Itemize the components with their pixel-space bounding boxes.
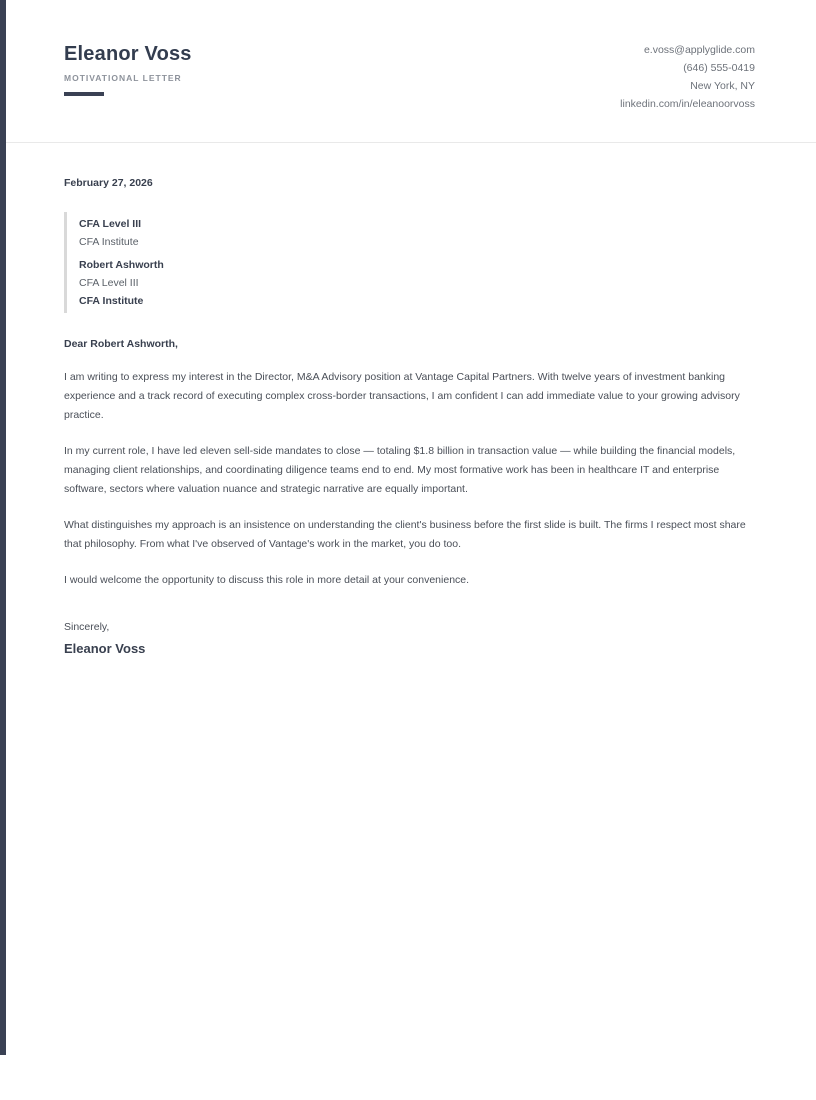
recipient-group-addressee [79, 256, 754, 310]
letter-date: February 27, 2026 [64, 177, 153, 189]
recipient-name: Robert Ashworth [79, 259, 164, 271]
left-accent-strip [0, 0, 6, 1055]
document-type-label: MOTIVATIONAL LETTER [64, 73, 182, 83]
paragraph-4: I would welcome the opportunity to discuss this role in more detail at your convenience. [64, 574, 470, 586]
paragraph-3: What distinguishes my approach is an insistence on understanding the client's business before the first slide is built. The firms I respect most share that philosophy. From what I've observed of Vantage's work in the market, you do too. [64, 519, 746, 550]
contact-phone: (646) 555-0419 [683, 62, 755, 74]
paragraph-1: I am writing to express my interest in the Director, M&A Advisory position at Vantage Capital Partners. With twelve years of investment banking experience and a track record of executing complex cross-border transactions, I am confident I can add immediate value to your growing advisory practice. [64, 371, 740, 421]
person-name: Eleanor Voss [64, 43, 192, 65]
letter-header [6, 0, 816, 143]
letter-body [0, 176, 816, 657]
signature-name: Eleanor Voss [64, 641, 146, 656]
contact-email: e.voss@applyglide.com [643, 44, 755, 56]
recipient-group-credential [79, 215, 754, 251]
recipient-company: CFA Institute [79, 295, 144, 307]
contact-location: New York, NY [690, 80, 755, 92]
closing-line: Sincerely, [64, 621, 110, 633]
salutation: Dear Robert Ashworth, [64, 338, 178, 350]
credential-org: CFA Institute [79, 236, 139, 248]
recipient-block [64, 212, 754, 313]
contact-block [620, 0, 816, 142]
paragraph-2: In my current role, I have led eleven sell-side mandates to close — totaling $1.8 billion in transaction value — while building the financial models, managing client relationships, and coordinating diligence teams end to end. My most formative work has been in healthcare IT and enterprise software, sectors where valuation nuance and strategic narrative are equally important. [64, 445, 736, 495]
accent-underline-bar [64, 92, 104, 96]
identity-block [6, 0, 192, 142]
recipient-title: CFA Level III [79, 277, 139, 289]
credential-title: CFA Level III [79, 218, 142, 230]
contact-linkedin: linkedin.com/in/eleanoorvoss [620, 98, 755, 110]
